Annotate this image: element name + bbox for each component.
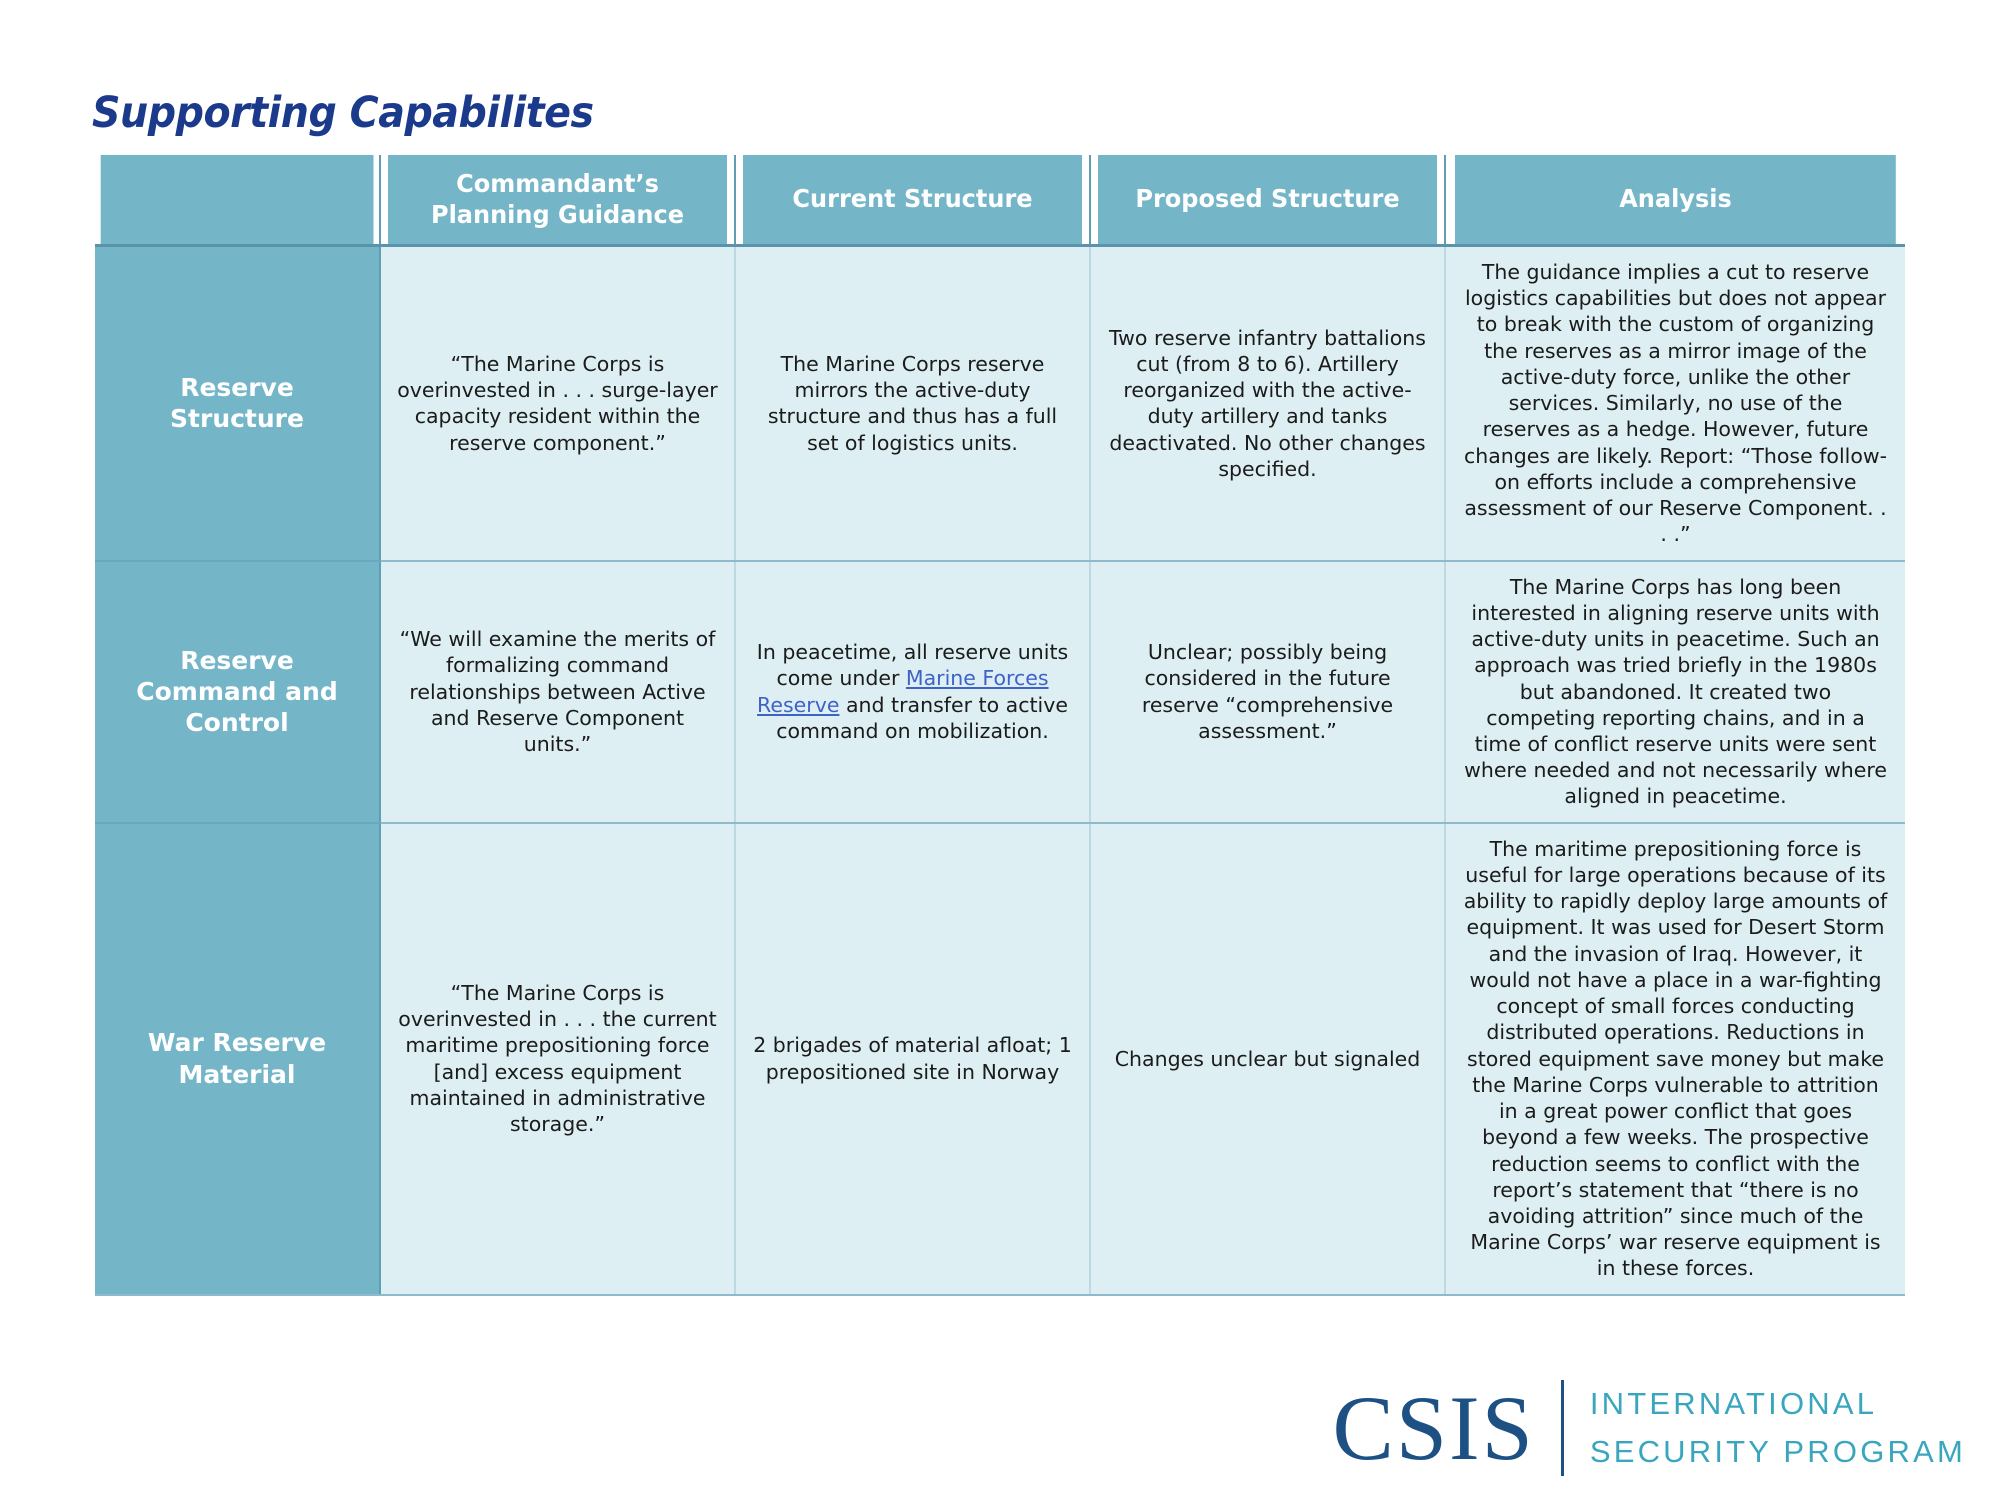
column-header-current-structure: Current Structure <box>742 155 1083 246</box>
csis-wordmark: CSIS <box>1332 1377 1535 1479</box>
table-row <box>95 246 1905 561</box>
table-header <box>95 155 1905 246</box>
cell-cpg-war-reserve-material: “The Marine Corps is overinvested in . . . the current maritime prepositioning force [and] excess equipment maintained in administrative storage.” <box>380 823 735 1295</box>
row-label-reserve-command-and-control: Reserve Command and Control <box>95 561 380 823</box>
cell-current-reserve-command-and-control <box>735 561 1090 823</box>
table-body <box>95 246 1905 1295</box>
table-row <box>95 823 1905 1295</box>
cell-current-text-before-link: In peacetime, all reserve units come under <box>756 640 1069 691</box>
csis-program-line1: INTERNATIONAL <box>1589 1385 1878 1421</box>
page-title: Supporting Capabilites <box>92 88 594 138</box>
cell-cpg-reserve-structure: “The Marine Corps is overinvested in . . . surge-layer capacity resident within the reserve component.” <box>380 246 735 561</box>
cell-proposed-war-reserve-material: Changes unclear but signaled <box>1090 823 1445 1295</box>
cell-proposed-reserve-structure: Two reserve infantry battalions cut (from 8 to 6). Artillery reorganized with the active-duty artillery and tanks deactivated. No other changes specified. <box>1090 246 1445 561</box>
column-header-cpg-line2: Planning Guidance <box>430 199 685 229</box>
cell-cpg-reserve-command-and-control: “We will examine the merits of formalizing command relationships between Active and Reserve Component units.” <box>380 561 735 823</box>
cell-analysis-reserve-command-and-control: The Marine Corps has long been interested in aligning reserve units with active-duty units in peacetime. Such an approach was tried briefly in the 1980s but abandoned. It created two competing reporting chains, and in a time of conflict reserve units were sent where needed and not necessarily where aligned in peacetime. <box>1445 561 1905 823</box>
column-header-cpg-line1: Commandant’s <box>456 169 659 198</box>
cell-current-war-reserve-material: 2 brigades of material afloat; 1 prepositioned site in Norway <box>735 823 1090 1295</box>
csis-program-name <box>1590 1380 1966 1476</box>
cell-analysis-reserve-structure: The guidance implies a cut to reserve logistics capabilities but does not appear to break with the custom of organizing the reserves as a mirror image of the active-duty force, unlike the other services. Similarly, no use of the reserves as a hedge. However, future changes are likely. Report: “Those follow-on efforts include a comprehensive assessment of our Reserve Component. . . .” <box>1445 246 1905 561</box>
cell-current-reserve-structure: The Marine Corps reserve mirrors the active-duty structure and thus has a full set of logistics units. <box>735 246 1090 561</box>
table-row <box>95 561 1905 823</box>
row-label-war-reserve-material: War Reserve Material <box>95 823 380 1295</box>
header-row <box>95 155 1905 246</box>
column-header-analysis: Analysis <box>1454 155 1896 246</box>
cell-analysis-war-reserve-material: The maritime prepositioning force is useful for large operations because of its ability to rapidly deploy large amounts of equipment. It was used for Desert Storm and the invasion of Iraq. However, it would not have a place in a war-fighting concept of small forces conducting distributed operations. Reductions in stored equipment save money but make the Marine Corps vulnerable to attrition in a great power conflict that goes beyond a few weeks. The prospective reduction seems to conflict with the report’s statement that “there is no avoiding attrition” since much of the Marine Corps’ war reserve equipment is in these forces. <box>1445 823 1905 1295</box>
cell-proposed-reserve-command-and-control: Unclear; possibly being considered in the future reserve “comprehensive assessment.” <box>1090 561 1445 823</box>
row-label-reserve-structure: Reserve Structure <box>95 246 380 561</box>
cell-current-text-after-link: and transfer to active command on mobilization. <box>776 692 1068 743</box>
csis-logo <box>1332 1372 1966 1484</box>
column-header-blank <box>101 155 375 246</box>
marine-forces-reserve-link[interactable]: Marine Forces Reserve <box>757 666 1049 717</box>
cell-current-paragraph <box>752 639 1073 744</box>
capabilities-table <box>95 155 1905 1296</box>
column-header-cpg <box>387 155 728 246</box>
capabilities-table-wrapper <box>95 155 1905 1296</box>
logo-divider <box>1561 1380 1564 1476</box>
csis-program-line2: SECURITY PROGRAM <box>1589 1434 1966 1469</box>
column-header-proposed-structure: Proposed Structure <box>1097 155 1438 246</box>
